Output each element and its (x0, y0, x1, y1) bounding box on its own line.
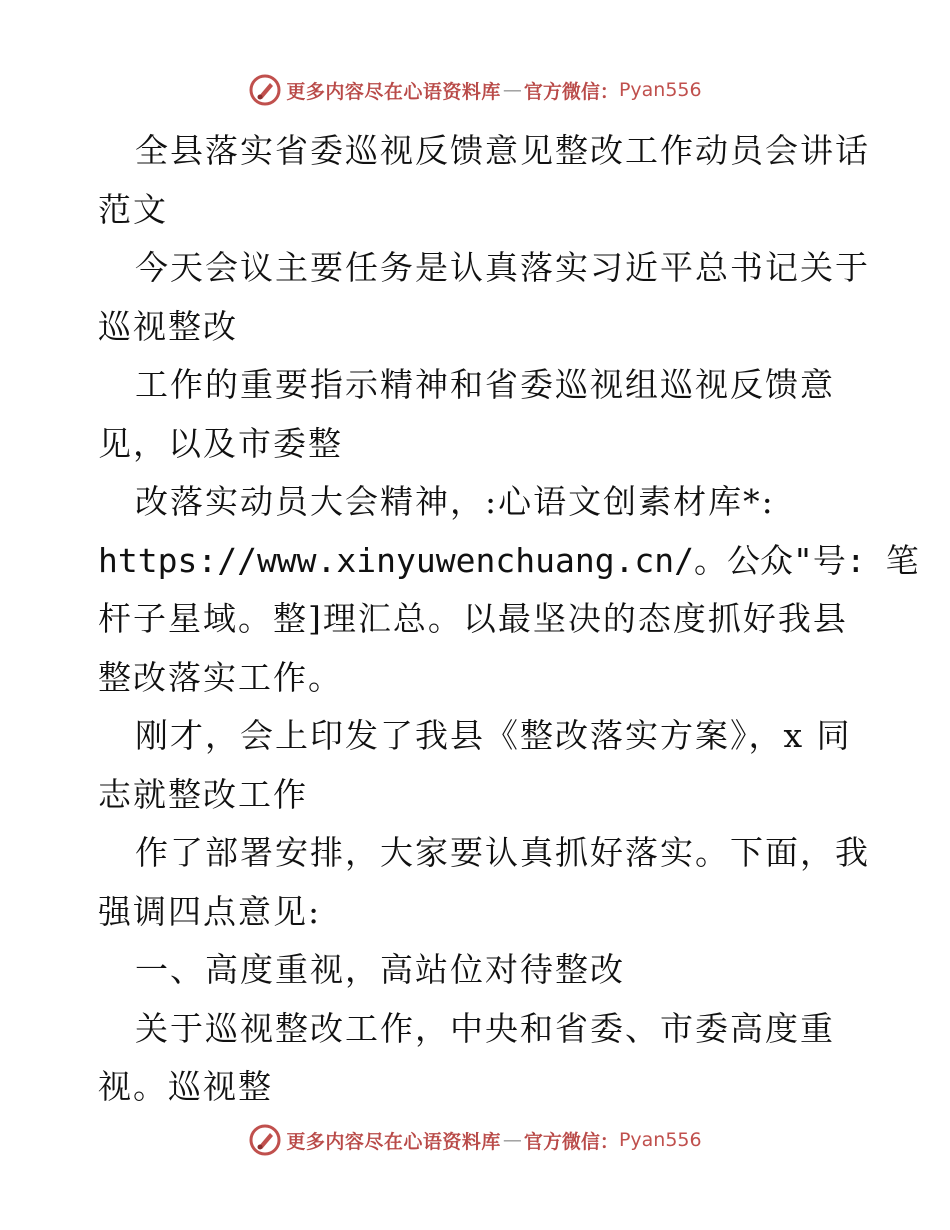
brand-logo-icon (248, 1123, 282, 1157)
header-banner (0, 70, 950, 110)
paragraph-line: 作了部署安排，大家要认真抓好落实。下面，我 (135, 833, 870, 872)
brand-logo-icon (248, 73, 282, 107)
paragraph-line: 工作的重要指示精神和省委巡视组巡视反馈意 (135, 365, 835, 404)
paragraph-line: 杆子星域。整]理汇总。以最坚决的态度抓好我县 (98, 599, 848, 638)
banner-separator: — (502, 1129, 522, 1151)
paragraph-line: 整改落实工作。 (98, 657, 343, 697)
doc-title-line-1: 全县落实省委巡视反馈意见整改工作动员会讲话 (135, 131, 870, 170)
paragraph-line: 刚才，会上印发了我县《整改落实方案》，x 同 (135, 716, 852, 755)
banner-wechat-id: Pyan556 (618, 1129, 702, 1151)
paragraph-line-url: https://www.xinyuwenchuang.cn/。公众"号: 笔 (98, 540, 919, 580)
paragraph-line: 关于巡视整改工作，中央和省委、市委高度重 (135, 1008, 835, 1048)
banner-main-text: 更多内容尽在心语资料库 (286, 1130, 501, 1153)
doc-title-line-2: 范文 (98, 189, 168, 229)
paragraph-line: 巡视整改 (98, 306, 238, 346)
banner-separator: — (502, 79, 522, 101)
paragraph-line: 强调四点意见: (98, 891, 322, 931)
paragraph-line: 见，以及市委整 (98, 423, 343, 463)
banner-wechat-label: 官方微信： (523, 1130, 619, 1153)
paragraph-line: 视。巡视整 (98, 1067, 273, 1106)
paragraph-line: 改落实动员大会精神，:心语文创素材库*: (135, 482, 775, 521)
banner-main-text: 更多内容尽在心语资料库 (286, 80, 501, 103)
section-heading: 一、高度重视，高站位对待整改 (135, 950, 625, 989)
document-body (98, 122, 919, 1117)
paragraph-line: 今天会议主要任务是认真落实习近平总书记关于 (135, 248, 870, 287)
footer-banner (0, 1120, 950, 1160)
banner-wechat-id: Pyan556 (618, 79, 702, 101)
paragraph-line: 志就整改工作 (98, 774, 308, 814)
banner-wechat-label: 官方微信： (523, 80, 619, 103)
